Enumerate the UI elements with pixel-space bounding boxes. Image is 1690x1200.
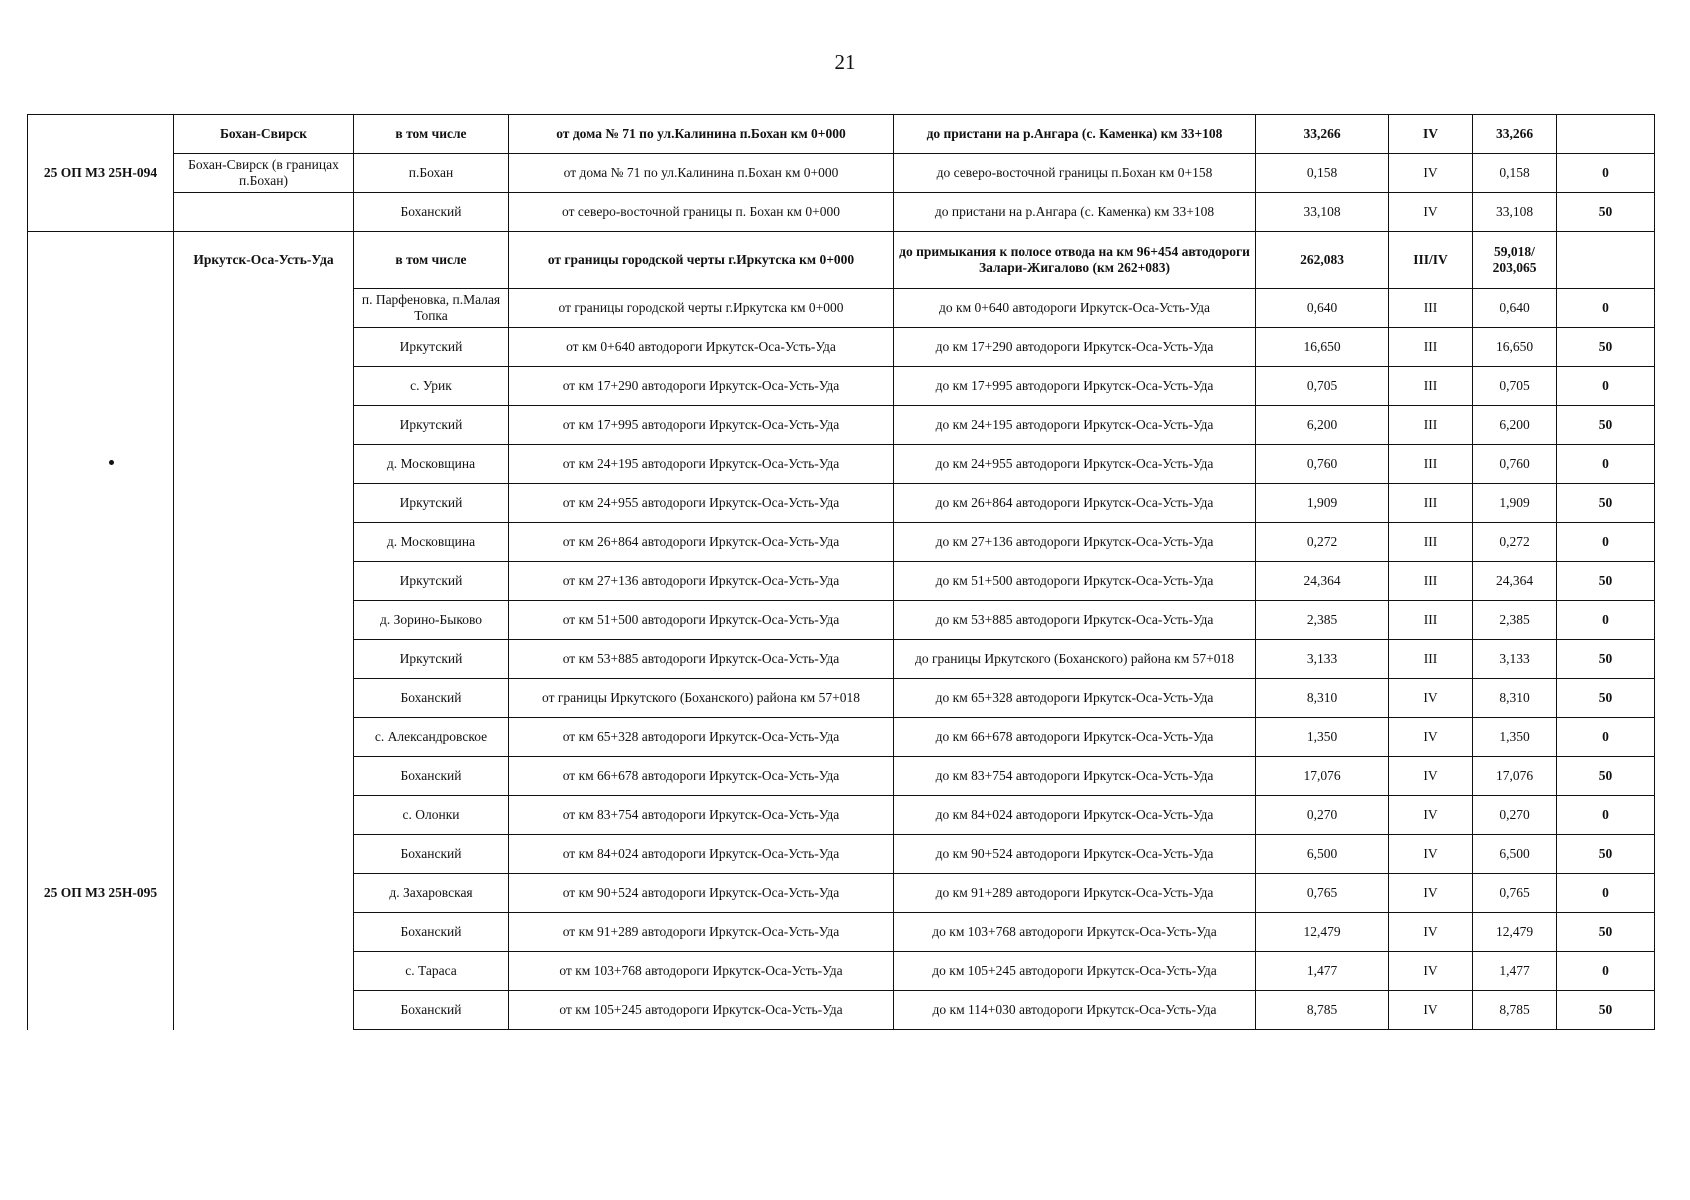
length-km: 12,479 [1256,913,1389,952]
to-point: до км 105+245 автодороги Иркутск-Оса-Усть-Уда [894,952,1256,991]
road-name-cell [174,796,354,835]
category: III [1389,640,1473,679]
category: III [1389,484,1473,523]
category: IV [1389,952,1473,991]
category: IV [1389,718,1473,757]
length-km-2: 6,500 [1473,835,1557,874]
length-km: 1,477 [1256,952,1389,991]
road-code-cell [28,952,174,991]
to-point: до пристани на р.Ангара (с. Каменка) км 33+108 [894,115,1256,154]
scan-dot [109,460,114,465]
section-name: Иркутский [354,640,509,679]
road-code-cell [28,406,174,445]
length-km-2: 33,108 [1473,193,1557,232]
category: III [1389,601,1473,640]
section-name: д. Московщина [354,445,509,484]
roadside-width: 50 [1557,484,1655,523]
table-row [28,562,1655,601]
roadside-width: 0 [1557,952,1655,991]
road-name-cell [174,952,354,991]
table-row [28,367,1655,406]
length-km-2: 24,364 [1473,562,1557,601]
road-code: 25 ОП МЗ 25Н-094 [28,154,174,193]
table-row [28,193,1655,232]
from-point: от границы Иркутского (Боханского) района км 57+018 [509,679,894,718]
road-name-cell [174,991,354,1030]
length-km-2: 0,765 [1473,874,1557,913]
section-name: в том числе [354,232,509,289]
road-code-cell [28,640,174,679]
roadside-width [1557,232,1655,289]
roadside-width: 50 [1557,757,1655,796]
category: IV [1389,796,1473,835]
section-name: д. Московщина [354,523,509,562]
to-point: до границы Иркутского (Боханского) района км 57+018 [894,640,1256,679]
road-name-cell [174,640,354,679]
length-km-2: 0,705 [1473,367,1557,406]
road-code-cell [28,484,174,523]
length-km: 33,108 [1256,193,1389,232]
from-point: от км 83+754 автодороги Иркутск-Оса-Усть-Уда [509,796,894,835]
length-km: 2,385 [1256,601,1389,640]
length-km-2: 0,158 [1473,154,1557,193]
road-code-cell [28,601,174,640]
section-name: с. Александровское [354,718,509,757]
from-point: от км 90+524 автодороги Иркутск-Оса-Усть-Уда [509,874,894,913]
from-point: от км 26+864 автодороги Иркутск-Оса-Усть-Уда [509,523,894,562]
length-km-2: 8,310 [1473,679,1557,718]
section-name: с. Тараса [354,952,509,991]
roadside-width: 50 [1557,562,1655,601]
to-point: до км 51+500 автодороги Иркутск-Оса-Усть-Уда [894,562,1256,601]
to-point: до км 90+524 автодороги Иркутск-Оса-Усть-Уда [894,835,1256,874]
length-km: 16,650 [1256,328,1389,367]
length-km-2: 0,270 [1473,796,1557,835]
section-name: в том числе [354,115,509,154]
from-point: от км 51+500 автодороги Иркутск-Оса-Усть-Уда [509,601,894,640]
to-point: до пристани на р.Ангара (с. Каменка) км 33+108 [894,193,1256,232]
to-point: до км 24+195 автодороги Иркутск-Оса-Усть-Уда [894,406,1256,445]
road-code-cell [28,232,174,289]
road-name-cell [174,757,354,796]
page-number: 21 [834,50,856,74]
to-point: до км 27+136 автодороги Иркутск-Оса-Усть-Уда [894,523,1256,562]
to-point: до км 17+995 автодороги Иркутск-Оса-Усть-Уда [894,367,1256,406]
category: IV [1389,154,1473,193]
to-point: до примыкания к полосе отвода на км 96+454 автодороги Залари-Жигалово (км 262+083) [894,232,1256,289]
road-name-cell [174,445,354,484]
to-point: до км 65+328 автодороги Иркутск-Оса-Усть-Уда [894,679,1256,718]
length-km: 6,500 [1256,835,1389,874]
category: III [1389,367,1473,406]
road-code-cell [28,367,174,406]
from-point: от км 103+768 автодороги Иркутск-Оса-Усть-Уда [509,952,894,991]
to-point: до км 26+864 автодороги Иркутск-Оса-Усть-Уда [894,484,1256,523]
roadside-width: 50 [1557,679,1655,718]
length-km-2: 1,477 [1473,952,1557,991]
length-km: 1,350 [1256,718,1389,757]
category: III [1389,406,1473,445]
length-km-2: 6,200 [1473,406,1557,445]
roadside-width: 50 [1557,640,1655,679]
road-name [174,193,354,232]
roadside-width: 0 [1557,154,1655,193]
from-point: от км 53+885 автодороги Иркутск-Оса-Усть-Уда [509,640,894,679]
to-point: до км 91+289 автодороги Иркутск-Оса-Усть-Уда [894,874,1256,913]
roadside-width: 50 [1557,991,1655,1030]
roadside-width: 0 [1557,796,1655,835]
table-row [28,874,1655,913]
length-km-2: 8,785 [1473,991,1557,1030]
road-name-cell [174,913,354,952]
from-point: от км 66+678 автодороги Иркутск-Оса-Усть-Уда [509,757,894,796]
roadside-width: 50 [1557,913,1655,952]
length-km-2: 1,350 [1473,718,1557,757]
length-km: 0,270 [1256,796,1389,835]
section-name: Боханский [354,757,509,796]
category: IV [1389,913,1473,952]
table-row [28,406,1655,445]
road-code-cell [28,835,174,874]
table-row [28,913,1655,952]
roadside-width: 0 [1557,367,1655,406]
length-km: 0,640 [1256,289,1389,328]
road-name: Бохан-Свирск [174,115,354,154]
table-row [28,835,1655,874]
section-name: Боханский [354,913,509,952]
road-code-cell [28,718,174,757]
length-km: 0,765 [1256,874,1389,913]
table-row [28,328,1655,367]
from-point: от км 27+136 автодороги Иркутск-Оса-Усть-Уда [509,562,894,601]
from-point: от км 91+289 автодороги Иркутск-Оса-Усть-Уда [509,913,894,952]
table-row [28,445,1655,484]
category: III [1389,445,1473,484]
road-code-cell [28,562,174,601]
road-name-cell [174,874,354,913]
section-name: Боханский [354,991,509,1030]
road-code-cell [28,679,174,718]
length-km: 8,310 [1256,679,1389,718]
roadside-width: 0 [1557,445,1655,484]
road-name-cell [174,835,354,874]
roadside-width: 50 [1557,328,1655,367]
section-name: Иркутский [354,406,509,445]
section-name: Боханский [354,835,509,874]
from-point: от км 65+328 автодороги Иркутск-Оса-Усть-Уда [509,718,894,757]
table-row [28,289,1655,328]
roadside-width: 50 [1557,835,1655,874]
from-point: от границы городской черты г.Иркутска км 0+000 [509,232,894,289]
table-row [28,484,1655,523]
section-name: Иркутский [354,484,509,523]
table-row [28,796,1655,835]
from-point: от км 105+245 автодороги Иркутск-Оса-Усть-Уда [509,991,894,1030]
section-name: д. Зорино-Быково [354,601,509,640]
road-name-cell [174,679,354,718]
to-point: до км 103+768 автодороги Иркутск-Оса-Усть-Уда [894,913,1256,952]
from-point: от км 0+640 автодороги Иркутск-Оса-Усть-Уда [509,328,894,367]
length-km: 0,158 [1256,154,1389,193]
road-code-cell [28,445,174,484]
road-code-cell [28,193,174,232]
table-row [28,523,1655,562]
length-km: 262,083 [1256,232,1389,289]
to-point: до км 84+024 автодороги Иркутск-Оса-Усть-Уда [894,796,1256,835]
road-name-cell [174,328,354,367]
length-km: 0,760 [1256,445,1389,484]
road-name-cell [174,601,354,640]
length-km: 0,705 [1256,367,1389,406]
section-name: п. Парфеновка, п.Малая Топка [354,289,509,328]
roadside-width: 0 [1557,874,1655,913]
category: IV [1389,193,1473,232]
road-code: 25 ОП МЗ 25Н-095 [28,874,174,913]
to-point: до км 53+885 автодороги Иркутск-Оса-Усть-Уда [894,601,1256,640]
road-code-cell [28,523,174,562]
road-name: Иркутск-Оса-Усть-Уда [174,232,354,289]
from-point: от северо-восточной границы п. Бохан км 0+000 [509,193,894,232]
from-point: от км 84+024 автодороги Иркутск-Оса-Усть-Уда [509,835,894,874]
from-point: от дома № 71 по ул.Калинина п.Бохан км 0+000 [509,115,894,154]
roadside-width: 50 [1557,193,1655,232]
category: III [1389,523,1473,562]
length-km-2: 12,479 [1473,913,1557,952]
length-km-2: 16,650 [1473,328,1557,367]
road-name-cell [174,367,354,406]
length-km: 33,266 [1256,115,1389,154]
category: IV [1389,835,1473,874]
category: IV [1389,679,1473,718]
section-name: с. Олонки [354,796,509,835]
road-code-cell [28,115,174,154]
roads-table [27,114,1655,1030]
road-name-cell [174,562,354,601]
road-name-cell [174,289,354,328]
table-row [28,757,1655,796]
section-name: с. Урик [354,367,509,406]
from-point: от дома № 71 по ул.Калинина п.Бохан км 0+000 [509,154,894,193]
table-row [28,991,1655,1030]
length-km: 6,200 [1256,406,1389,445]
roadside-width: 0 [1557,523,1655,562]
category: IV [1389,874,1473,913]
table-row [28,718,1655,757]
roadside-width: 0 [1557,289,1655,328]
section-name: д. Захаровская [354,874,509,913]
category: III [1389,328,1473,367]
road-name-cell [174,406,354,445]
table-row [28,601,1655,640]
section-name: Иркутский [354,328,509,367]
length-km-2: 1,909 [1473,484,1557,523]
length-km-2: 33,266 [1473,115,1557,154]
road-name-cell [174,718,354,757]
road-code-cell [28,913,174,952]
to-point: до км 24+955 автодороги Иркутск-Оса-Усть-Уда [894,445,1256,484]
length-km-2: 0,272 [1473,523,1557,562]
road-name: Бохан-Свирск (в границах п.Бохан) [174,154,354,193]
to-point: до км 0+640 автодороги Иркутск-Оса-Усть-Уда [894,289,1256,328]
from-point: от км 17+995 автодороги Иркутск-Оса-Усть-Уда [509,406,894,445]
to-point: до северо-восточной границы п.Бохан км 0+158 [894,154,1256,193]
category: IV [1389,115,1473,154]
table-row [28,154,1655,193]
roadside-width: 0 [1557,718,1655,757]
roadside-width: 50 [1557,406,1655,445]
length-km-2: 59,018/ 203,065 [1473,232,1557,289]
category: III [1389,562,1473,601]
from-point: от км 17+290 автодороги Иркутск-Оса-Усть-Уда [509,367,894,406]
length-km: 24,364 [1256,562,1389,601]
roadside-width: 0 [1557,601,1655,640]
section-name: Боханский [354,679,509,718]
category: IV [1389,757,1473,796]
length-km-2: 2,385 [1473,601,1557,640]
length-km-2: 0,760 [1473,445,1557,484]
road-code-cell [28,796,174,835]
to-point: до км 114+030 автодороги Иркутск-Оса-Усть-Уда [894,991,1256,1030]
category: III [1389,289,1473,328]
to-point: до км 17+290 автодороги Иркутск-Оса-Усть-Уда [894,328,1256,367]
to-point: до км 83+754 автодороги Иркутск-Оса-Усть-Уда [894,757,1256,796]
category: III/IV [1389,232,1473,289]
table-row [28,115,1655,154]
length-km: 3,133 [1256,640,1389,679]
section-name: п.Бохан [354,154,509,193]
road-code-cell [28,328,174,367]
road-name-cell [174,484,354,523]
table-row [28,952,1655,991]
length-km-2: 17,076 [1473,757,1557,796]
length-km: 17,076 [1256,757,1389,796]
category: IV [1389,991,1473,1030]
length-km-2: 3,133 [1473,640,1557,679]
to-point: до км 66+678 автодороги Иркутск-Оса-Усть-Уда [894,718,1256,757]
length-km-2: 0,640 [1473,289,1557,328]
length-km: 8,785 [1256,991,1389,1030]
from-point: от км 24+195 автодороги Иркутск-Оса-Усть-Уда [509,445,894,484]
length-km: 1,909 [1256,484,1389,523]
road-name-cell [174,523,354,562]
length-km: 0,272 [1256,523,1389,562]
roadside-width [1557,115,1655,154]
table-row [28,679,1655,718]
road-code-cell [28,289,174,328]
from-point: от границы городской черты г.Иркутска км 0+000 [509,289,894,328]
section-name: Иркутский [354,562,509,601]
table-row [28,640,1655,679]
section-name: Боханский [354,193,509,232]
road-code-cell [28,757,174,796]
from-point: от км 24+955 автодороги Иркутск-Оса-Усть-Уда [509,484,894,523]
table-row [28,232,1655,289]
road-code-cell [28,991,174,1030]
